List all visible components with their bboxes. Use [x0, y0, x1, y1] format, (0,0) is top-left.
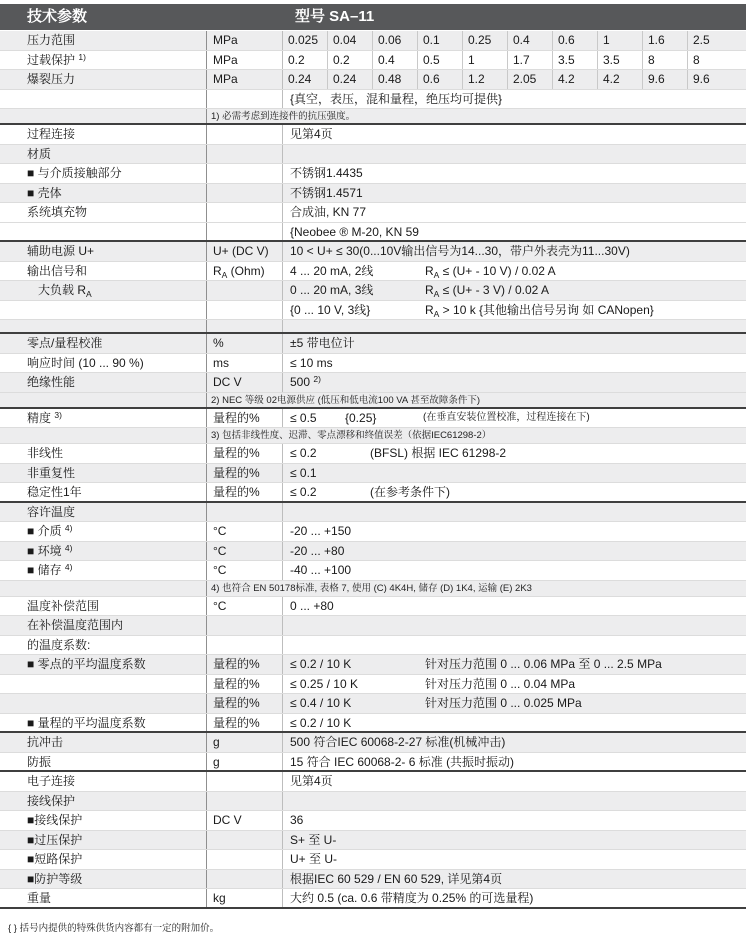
param-label: 响应时间 (10 ... 90 %) — [0, 354, 207, 373]
value-part: ≤ 0.2 — [290, 446, 317, 460]
range-value-cell: 0.06 — [373, 31, 418, 50]
value-part: 根据IEC 60 529 / EN 60 529, 详见第4页 — [290, 871, 503, 886]
param-label: 的温度系数: — [0, 636, 207, 655]
range-value-cell: 3.5 — [553, 51, 598, 70]
unit-cell: MPa — [207, 51, 283, 70]
table-row — [0, 792, 746, 812]
table-row — [0, 31, 746, 51]
table-row — [0, 522, 746, 542]
value-cell — [283, 281, 746, 300]
table-row — [0, 636, 746, 656]
unit-cell — [207, 184, 283, 203]
value-cell — [283, 164, 746, 183]
value-cell — [283, 792, 746, 811]
value-part: ≤ 0.2 / 10 K — [290, 657, 352, 671]
unit-cell: °C — [207, 522, 283, 541]
footer-note: { } 括号内提供的特殊供货内容都有一定的附加价。 — [8, 922, 220, 934]
param-label: 电子连接 — [0, 772, 207, 791]
value-cell — [283, 870, 746, 889]
unit-cell: °C — [207, 597, 283, 616]
table-header-bar — [0, 4, 746, 30]
unit-cell — [207, 203, 283, 222]
table-row — [0, 714, 746, 734]
param-label: 爆裂压力 — [0, 70, 207, 89]
footnote-text: 3) 包括非线性度、迟滞、零点漂移和终值误差（依据IEC61298-2） — [211, 430, 492, 441]
param-label — [0, 320, 207, 332]
value-cell — [283, 409, 746, 428]
param-label: 容许温度 — [0, 503, 207, 522]
value-part: 36 — [290, 813, 304, 827]
unit-cell: °C — [207, 542, 283, 561]
range-value-cell: 1.6 — [643, 31, 688, 50]
value-cell — [283, 184, 746, 203]
range-value-cell: 8 — [643, 51, 688, 70]
param-label: ■短路保护 — [0, 850, 207, 869]
table-row — [0, 409, 746, 429]
table-row — [0, 870, 746, 890]
param-label: ■接线保护 — [0, 811, 207, 830]
value-part: 合成油, KN 77 — [290, 205, 367, 219]
unit-cell — [207, 90, 283, 109]
param-label: 防振 — [0, 753, 207, 771]
value-part: $R_A \le (U+ - 10$ V) / 0.02 A — [425, 263, 556, 280]
unit-cell — [207, 145, 283, 164]
table-row — [0, 561, 746, 581]
range-value-cell: 1 — [598, 31, 643, 50]
value-cell — [283, 464, 746, 483]
unit-cell: 量程的% — [207, 464, 283, 483]
value-part: 见第4页 — [290, 127, 333, 141]
param-label: ■ 量程的平均温度系数 — [0, 714, 207, 732]
param-label: ■ 介质 $^{4)}$ — [0, 522, 207, 541]
range-value-cell: 0.25 — [463, 31, 508, 50]
value-cell — [283, 675, 746, 694]
value-cell — [283, 145, 746, 164]
value-part: 见第4页 — [290, 774, 333, 788]
value-part: 500 符合IEC 60068-2-27 标准(机械冲击) — [290, 735, 506, 749]
value-cell — [283, 354, 746, 373]
table-row — [0, 675, 746, 695]
table-row — [0, 597, 746, 617]
value-part: U+ 至 U- — [290, 852, 338, 866]
value-part: ≤ 0.2 / 10 K — [290, 715, 352, 730]
value-part: {0.25} — [345, 410, 377, 425]
value-cell — [283, 772, 746, 791]
table-row — [0, 850, 746, 870]
value-part: ≤ 10 ms — [290, 355, 333, 370]
table-row — [0, 281, 746, 301]
range-value-cell: 3.5 — [598, 51, 643, 70]
table-row — [0, 51, 746, 71]
table-row — [0, 242, 746, 262]
unit-cell: DC V — [207, 373, 283, 392]
param-label: 温度补偿范围 — [0, 597, 207, 616]
table-row — [0, 90, 746, 110]
table-row — [0, 616, 746, 636]
table-row — [0, 223, 746, 243]
param-label — [0, 223, 207, 241]
range-value-cell: 4.2 — [553, 70, 598, 89]
range-value-cell: 0.24 — [283, 70, 328, 89]
table-row — [0, 655, 746, 675]
value-part: {真空，表压，混和量程，绝压均可提供} — [290, 91, 503, 106]
param-label: 输出信号和 — [0, 262, 207, 281]
value-part: ≤ 0.25 / 10 K — [290, 676, 358, 691]
table-row — [0, 483, 746, 503]
value-cell — [283, 203, 746, 222]
param-label: 零点/量程校准 — [0, 334, 207, 353]
value-part: $R_A \le (U+ - 3$ V) / 0.02 A — [425, 283, 549, 299]
table-row — [0, 334, 746, 354]
param-label: ■ 壳体 — [0, 184, 207, 203]
footnote-text: 1) 必需考虑到连接件的抗压强度。 — [211, 111, 356, 122]
unit-cell: 量程的% — [207, 675, 283, 694]
table-row — [0, 889, 746, 909]
table-row — [0, 373, 746, 393]
unit-cell — [207, 831, 283, 850]
value-part: -20 ... +150 — [290, 524, 352, 538]
range-value-cell: 0.2 — [328, 51, 373, 70]
unit-cell: 量程的% — [207, 483, 283, 501]
param-label — [0, 694, 207, 713]
param-label — [0, 301, 207, 320]
param-label: ■ 与介质接触部分 — [0, 164, 207, 183]
param-label — [0, 428, 207, 443]
param-label — [0, 109, 207, 123]
param-label: 辅助电源 U+ — [0, 242, 207, 261]
footnote-row — [0, 428, 746, 444]
footnote-text: 2) NEC 等级 02电源供应 (低压和低电流100 VA 甚至故障条件下) — [211, 394, 481, 406]
unit-cell — [207, 223, 283, 241]
param-label: ■ 零点的平均温度系数 — [0, 655, 207, 674]
value-part: 0 ... 20 mA, 3线 — [290, 283, 374, 297]
table-row — [0, 164, 746, 184]
range-value-cell: 4.2 — [598, 70, 643, 89]
table-row — [0, 772, 746, 792]
value-cell — [283, 223, 746, 241]
unit-cell — [207, 792, 283, 811]
param-label: 材质 — [0, 145, 207, 164]
value-cell — [283, 334, 746, 353]
value-part: {Neobee ® M-20, KN 59 — [290, 224, 419, 239]
range-value-cell: 0.2 — [283, 51, 328, 70]
range-value-cell: 0.6 — [418, 70, 463, 89]
value-cell — [283, 483, 746, 501]
table-row — [0, 70, 746, 90]
unit-cell — [207, 320, 283, 332]
table-row — [0, 184, 746, 204]
param-label: ■防护等级 — [0, 870, 207, 889]
unit-cell: 量程的% — [207, 655, 283, 674]
unit-cell — [207, 164, 283, 183]
param-label: 接线保护 — [0, 792, 207, 811]
unit-cell: g — [207, 753, 283, 771]
table-row — [0, 694, 746, 714]
value-cell — [283, 503, 746, 522]
param-label — [0, 675, 207, 694]
value-part: {0 ... 10 V, 3线} — [290, 302, 371, 317]
value-cell — [283, 831, 746, 850]
value-cell — [283, 542, 746, 561]
unit-cell — [207, 772, 283, 791]
value-cell — [283, 444, 746, 463]
range-value-cell: 8 — [693, 52, 700, 67]
param-label: ■过压保护 — [0, 831, 207, 850]
param-label: 过载保护 $^{1)}$ — [0, 51, 207, 70]
range-value-cell: 0.24 — [328, 70, 373, 89]
value-cell — [283, 714, 746, 732]
spec-table — [0, 31, 746, 909]
table-row — [0, 542, 746, 562]
range-value-cell: 2.5 — [693, 33, 710, 47]
value-part: 500 $^{2)}$ — [290, 374, 321, 389]
unit-cell — [207, 301, 283, 320]
table-row — [0, 811, 746, 831]
table-row — [0, 354, 746, 374]
unit-cell — [207, 870, 283, 889]
param-label: 绝缘性能 — [0, 373, 207, 392]
param-label: ■ 环境 $^{4)}$ — [0, 542, 207, 561]
table-row — [0, 831, 746, 851]
param-label: 非重复性 — [0, 464, 207, 483]
value-cell — [283, 262, 746, 281]
value-part: $R_A > 10$ k {其他输出信号另询 如 CANopen} — [425, 302, 654, 319]
footnote-row — [0, 393, 746, 409]
value-part: (在垂直安装位置校准，过程连接在下) — [423, 411, 590, 423]
unit-cell: MPa — [207, 31, 283, 50]
value-cell — [283, 561, 746, 580]
range-value-cell: 0.48 — [373, 70, 418, 89]
value-part: 15 符合 IEC 60068-2- 6 标准 (共振时振动) — [290, 754, 515, 769]
value-part: 针对压力范围 0 ... 0.025 MPa — [425, 696, 582, 710]
range-value-cell: 9.6 — [643, 70, 688, 89]
range-value-cell: 0.04 — [328, 31, 373, 50]
footnote-row — [0, 581, 746, 597]
range-value-cell: 9.6 — [693, 72, 710, 86]
value-cell — [283, 889, 746, 907]
unit-cell: ms — [207, 354, 283, 373]
value-part: S+ 至 U- — [290, 832, 337, 847]
value-part: ±5 带电位计 — [290, 336, 355, 350]
unit-cell — [207, 636, 283, 655]
range-value-cell: 0.6 — [553, 31, 598, 50]
value-part: ≤ 0.5 — [290, 410, 317, 425]
unit-cell — [207, 125, 283, 144]
table-row — [0, 464, 746, 484]
param-label: 系统填充物 — [0, 203, 207, 222]
param-label: 过程连接 — [0, 125, 207, 144]
table-row — [0, 301, 746, 321]
unit-cell: DC V — [207, 811, 283, 830]
value-cell — [283, 733, 746, 752]
unit-cell: °C — [207, 561, 283, 580]
value-part: 不锈钢1.4435 — [290, 166, 363, 180]
unit-cell: 量程的% — [207, 444, 283, 463]
value-part: (在参考条件下) — [370, 485, 450, 499]
value-part: 10 < U+ ≤ 30(0...10V输出信号为14...30，带户外表壳为11...30V) — [290, 244, 630, 258]
value-cell — [283, 301, 746, 320]
value-part: 0 ... +80 — [290, 598, 334, 613]
param-label: 在补偿温度范围内 — [0, 616, 207, 635]
unit-cell: kg — [207, 889, 283, 907]
value-cell — [283, 616, 746, 635]
value-part: ≤ 0.4 / 10 K — [290, 696, 352, 710]
value-cell — [283, 125, 746, 144]
table-row — [0, 444, 746, 464]
unit-cell: U+ (DC V) — [207, 242, 283, 261]
table-row — [0, 733, 746, 753]
value-cell — [283, 90, 746, 109]
param-label: 非线性 — [0, 444, 207, 463]
param-label — [0, 393, 207, 407]
value-cell — [283, 320, 746, 332]
value-part: -20 ... +80 — [290, 543, 345, 558]
param-label: 精度 $^{3)}$ — [0, 409, 207, 428]
value-part: 4 ... 20 mA, 2线 — [290, 263, 374, 278]
param-label: 重量 — [0, 889, 207, 907]
param-label — [0, 90, 207, 109]
range-value-cell: 1.7 — [508, 51, 553, 70]
header-title: 技术参数 — [27, 8, 88, 25]
value-cell — [283, 850, 746, 869]
value-cell — [283, 242, 746, 261]
unit-cell: 量程的% — [207, 714, 283, 732]
unit-cell: g — [207, 733, 283, 752]
value-cell — [283, 655, 746, 674]
footnote-text: 4) 也符合 EN 50178标准, 表格 7, 使用 (C) 4K4H, 储存 (D) 1K4, 运输 (E) 2K3 — [211, 582, 532, 594]
value-cell — [283, 597, 746, 616]
table-row — [0, 320, 746, 334]
header-model: 型号 SA–11 — [295, 8, 375, 25]
value-cell — [283, 373, 746, 392]
range-value-cell: 0.025 — [283, 31, 328, 50]
table-row — [0, 125, 746, 145]
table-row — [0, 145, 746, 165]
value-part: ≤ 0.1 — [290, 465, 317, 480]
value-part: ≤ 0.2 — [290, 485, 317, 499]
value-cell — [283, 694, 746, 713]
range-value-cell: 2.05 — [508, 70, 553, 89]
unit-cell: $R_A$ (Ohm) — [207, 262, 283, 281]
value-part: 大约 0.5 (ca. 0.6 带精度为 0.25% 的可选量程) — [290, 891, 534, 905]
param-label: 大负载 $R_A$ — [0, 281, 207, 300]
range-value-cell: 0.4 — [508, 31, 553, 50]
param-label: ■ 储存 $^{4)}$ — [0, 561, 207, 580]
range-value-cell: 1 — [463, 51, 508, 70]
range-value-cell: 1.2 — [463, 70, 508, 89]
value-part: 不锈钢1.4571 — [290, 185, 363, 200]
table-row — [0, 503, 746, 523]
unit-cell: 量程的% — [207, 694, 283, 713]
range-value-cell: 0.1 — [418, 31, 463, 50]
value-cell — [283, 636, 746, 655]
param-label: 压力范围 — [0, 31, 207, 50]
unit-cell: MPa — [207, 70, 283, 89]
value-part: (BFSL) 根据 IEC 61298-2 — [370, 446, 507, 460]
param-label — [0, 581, 207, 596]
unit-cell — [207, 503, 283, 522]
unit-cell: % — [207, 334, 283, 353]
range-value-cell: 0.4 — [373, 51, 418, 70]
value-cell — [283, 522, 746, 541]
param-label: 抗冲击 — [0, 733, 207, 752]
value-cell — [283, 811, 746, 830]
unit-cell: 量程的% — [207, 409, 283, 428]
unit-cell — [207, 616, 283, 635]
table-row — [0, 753, 746, 773]
footnote-row — [0, 109, 746, 125]
unit-cell — [207, 850, 283, 869]
table-row — [0, 203, 746, 223]
range-value-cell: 0.5 — [418, 51, 463, 70]
value-part: 针对压力范围 0 ... 0.04 MPa — [425, 676, 576, 691]
value-part: -40 ... +100 — [290, 563, 352, 577]
param-label: 稳定性1年 — [0, 483, 207, 501]
value-cell — [283, 753, 746, 771]
table-row — [0, 262, 746, 282]
value-part: 针对压力范围 0 ... 0.06 MPa 至 0 ... 2.5 MPa — [425, 657, 662, 671]
unit-cell — [207, 281, 283, 300]
